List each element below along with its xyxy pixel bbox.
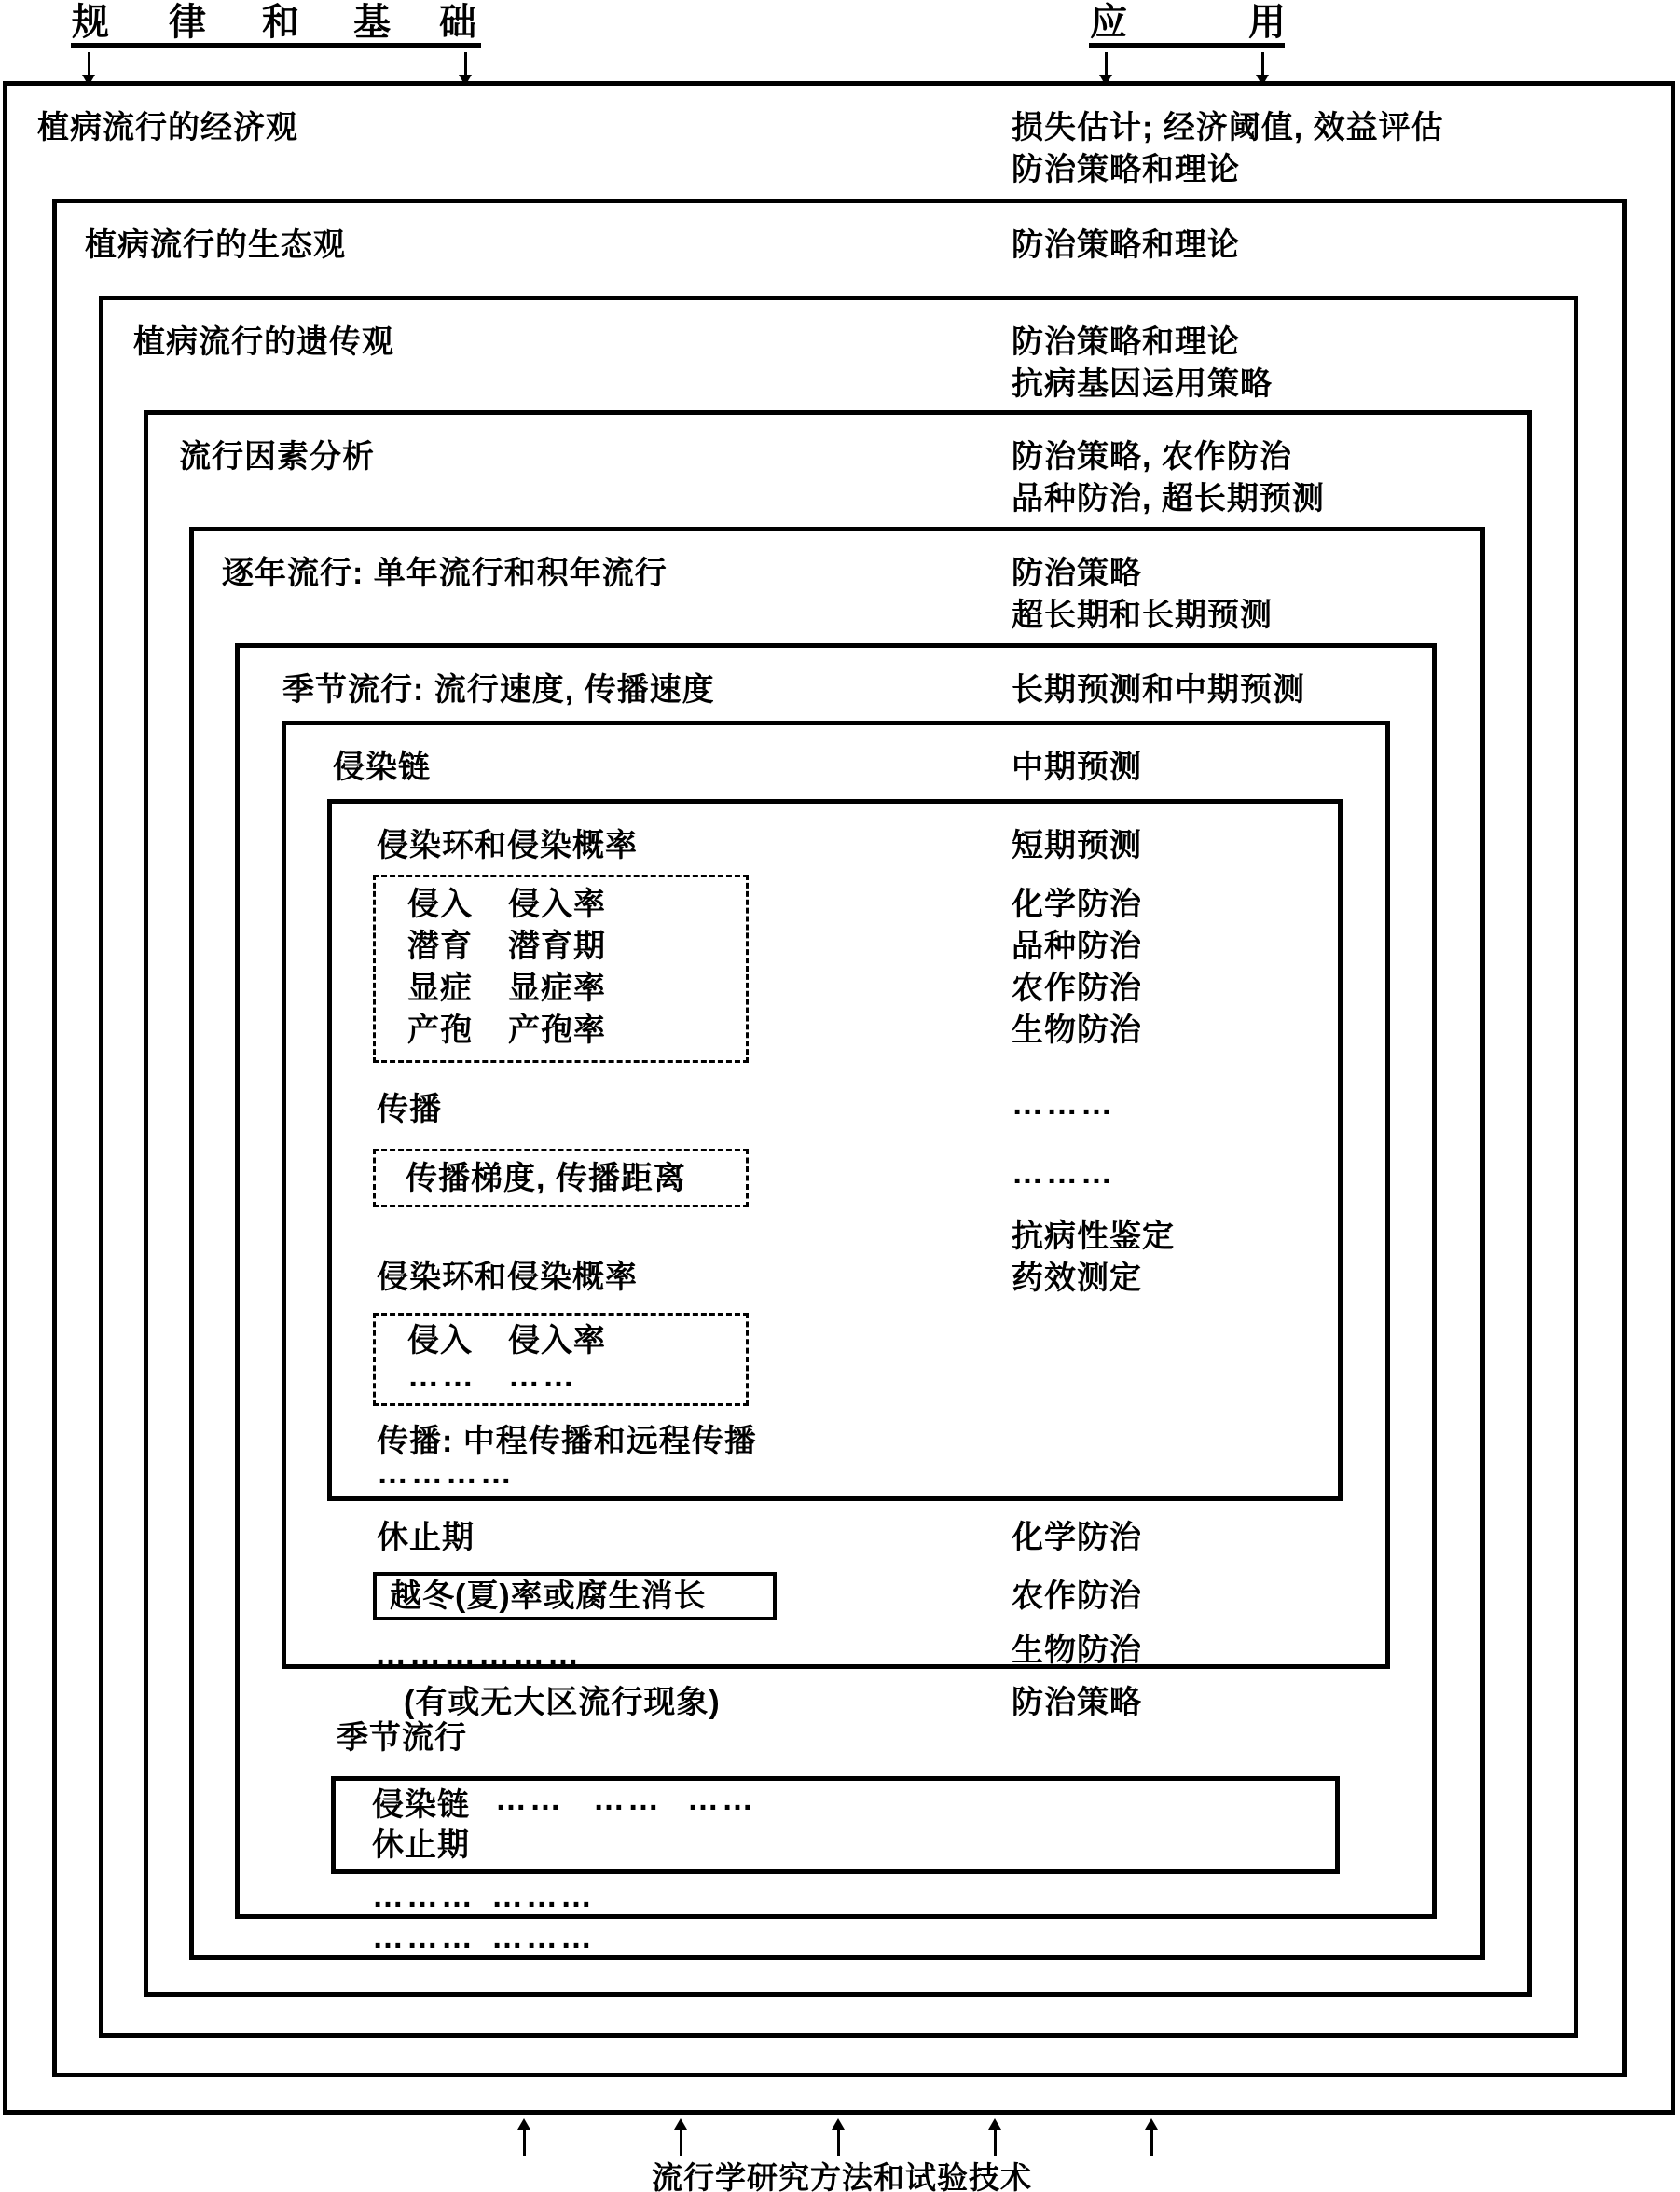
control-label: 生物防治 bbox=[1012, 1013, 1142, 1048]
chain-rest-box bbox=[331, 1776, 1340, 1874]
infection-chain-application: 中期预测 bbox=[1012, 750, 1142, 785]
economics-application: 损失估计; 经济阈值, 效益评估 bbox=[1012, 110, 1444, 145]
up-arrow-icon bbox=[523, 2130, 526, 2156]
ellipsis-row: ……… bbox=[372, 1879, 475, 1914]
ellipsis-row: ……… bbox=[491, 1879, 595, 1914]
control-label: 农作防治 bbox=[1012, 971, 1142, 1006]
genetics-label: 植病流行的遗传观 bbox=[133, 324, 394, 360]
application-underline bbox=[1089, 43, 1285, 48]
genetics-application: 防治策略和理论 bbox=[1012, 324, 1240, 360]
application-title-char: 用 bbox=[1248, 2, 1286, 43]
rate-label: 显症率 bbox=[508, 971, 606, 1006]
up-arrow-icon bbox=[1150, 2130, 1153, 2156]
factor-analysis-application: 品种防治, 超长期预测 bbox=[1012, 481, 1325, 517]
genetics-application: 抗病基因运用策略 bbox=[1012, 366, 1273, 402]
ecology-label: 植病流行的生态观 bbox=[85, 227, 346, 263]
down-arrow-icon bbox=[464, 52, 467, 75]
regional-note: (有或无大区流行现象) bbox=[404, 1685, 721, 1720]
economics-application: 防治策略和理论 bbox=[1012, 152, 1240, 187]
rest-period-label: 休止期 bbox=[377, 1520, 475, 1555]
resistance-test-label: 抗病性鉴定 bbox=[1012, 1219, 1175, 1254]
ellipsis-row: …… bbox=[407, 1358, 476, 1394]
up-arrow-icon bbox=[994, 2130, 997, 2156]
spread-label: 传播 bbox=[377, 1092, 442, 1127]
yearly-epidemic-application: 超长期和长期预测 bbox=[1012, 598, 1273, 633]
foundation-title-char: 础 bbox=[439, 2, 476, 43]
up-arrow-icon bbox=[837, 2130, 840, 2156]
control-label: 品种防治 bbox=[1012, 929, 1142, 964]
stage-label: 潜育 bbox=[407, 929, 473, 964]
spread2-label: 传播: 中程传播和远程传播 bbox=[377, 1424, 757, 1459]
factor-analysis-application: 防治策略, 农作防治 bbox=[1012, 439, 1292, 475]
seasonal-epidemic-application: 长期预测和中期预测 bbox=[1012, 672, 1305, 708]
foundation-title-char: 和 bbox=[262, 2, 299, 43]
down-arrow-icon bbox=[1261, 52, 1264, 75]
seasonal-epidemic-label: 季节流行: 流行速度, 传播速度 bbox=[282, 672, 715, 708]
stage-label: 产孢 bbox=[407, 1013, 473, 1048]
economics-label: 植病流行的经济观 bbox=[37, 110, 298, 145]
methods-footer-label: 流行学研究方法和试验技术 bbox=[652, 2160, 1032, 2192]
control-label: 化学防治 bbox=[1012, 887, 1142, 922]
foundation-underline bbox=[71, 43, 481, 48]
stage-label: 显症 bbox=[407, 971, 473, 1006]
control-label: 生物防治 bbox=[1012, 1633, 1142, 1668]
seasonal-epidemic2-label: 季节流行 bbox=[337, 1720, 467, 1756]
ecology-application: 防治策略和理论 bbox=[1012, 227, 1240, 263]
factor-analysis-label: 流行因素分析 bbox=[179, 439, 375, 475]
overwinter-label: 越冬(夏)率或腐生消长 bbox=[390, 1579, 707, 1614]
ellipsis-row: …… bbox=[687, 1782, 756, 1817]
ellipsis-row: ………… bbox=[377, 1455, 515, 1491]
down-arrow-icon bbox=[88, 52, 90, 75]
infection-cycle-application: 短期预测 bbox=[1012, 828, 1142, 863]
stage-label: 侵入 bbox=[407, 1323, 473, 1358]
ellipsis-row: ……… bbox=[372, 1920, 475, 1955]
rate-label: 潜育期 bbox=[508, 929, 606, 964]
up-arrow-icon bbox=[680, 2130, 682, 2156]
infection-cycle2-label: 侵染环和侵染概率 bbox=[377, 1260, 638, 1295]
ellipsis-row: ……… bbox=[491, 1920, 595, 1955]
stage-label: 侵入 bbox=[407, 887, 473, 922]
ellipsis-row: …… bbox=[508, 1358, 577, 1394]
chain-label: 侵染链 bbox=[372, 1787, 470, 1823]
foundation-title-char: 基 bbox=[353, 2, 391, 43]
control-strategy-label: 防治策略 bbox=[1012, 1685, 1142, 1720]
ellipsis-row: ……… bbox=[1012, 1155, 1115, 1191]
dotted-leader: ……………… bbox=[375, 1636, 582, 1672]
yearly-epidemic-label: 逐年流行: 单年流行和积年流行 bbox=[222, 556, 668, 591]
efficacy-test-label: 药效测定 bbox=[1012, 1261, 1142, 1296]
control-label: 化学防治 bbox=[1012, 1520, 1142, 1555]
infection-chain-label: 侵染链 bbox=[333, 750, 431, 785]
foundation-title-char: 规 bbox=[72, 2, 109, 43]
down-arrow-icon bbox=[1105, 52, 1108, 75]
ellipsis-row: …… bbox=[593, 1782, 662, 1817]
rate-label: 侵入率 bbox=[508, 1323, 606, 1358]
infection-cycle-label: 侵染环和侵染概率 bbox=[377, 828, 638, 863]
rate-label: 侵入率 bbox=[508, 887, 606, 922]
foundation-title-char: 律 bbox=[169, 2, 206, 43]
application-title-char: 应 bbox=[1090, 2, 1127, 43]
spread-gradient-label: 传播梯度, 传播距离 bbox=[406, 1161, 686, 1196]
rate-label: 产孢率 bbox=[508, 1013, 606, 1048]
ellipsis-row: ……… bbox=[1012, 1086, 1115, 1122]
yearly-epidemic-application: 防治策略 bbox=[1012, 556, 1142, 591]
control-label: 农作防治 bbox=[1012, 1579, 1142, 1614]
rest-period2-label: 休止期 bbox=[372, 1827, 470, 1863]
ellipsis-row: …… bbox=[495, 1782, 564, 1817]
